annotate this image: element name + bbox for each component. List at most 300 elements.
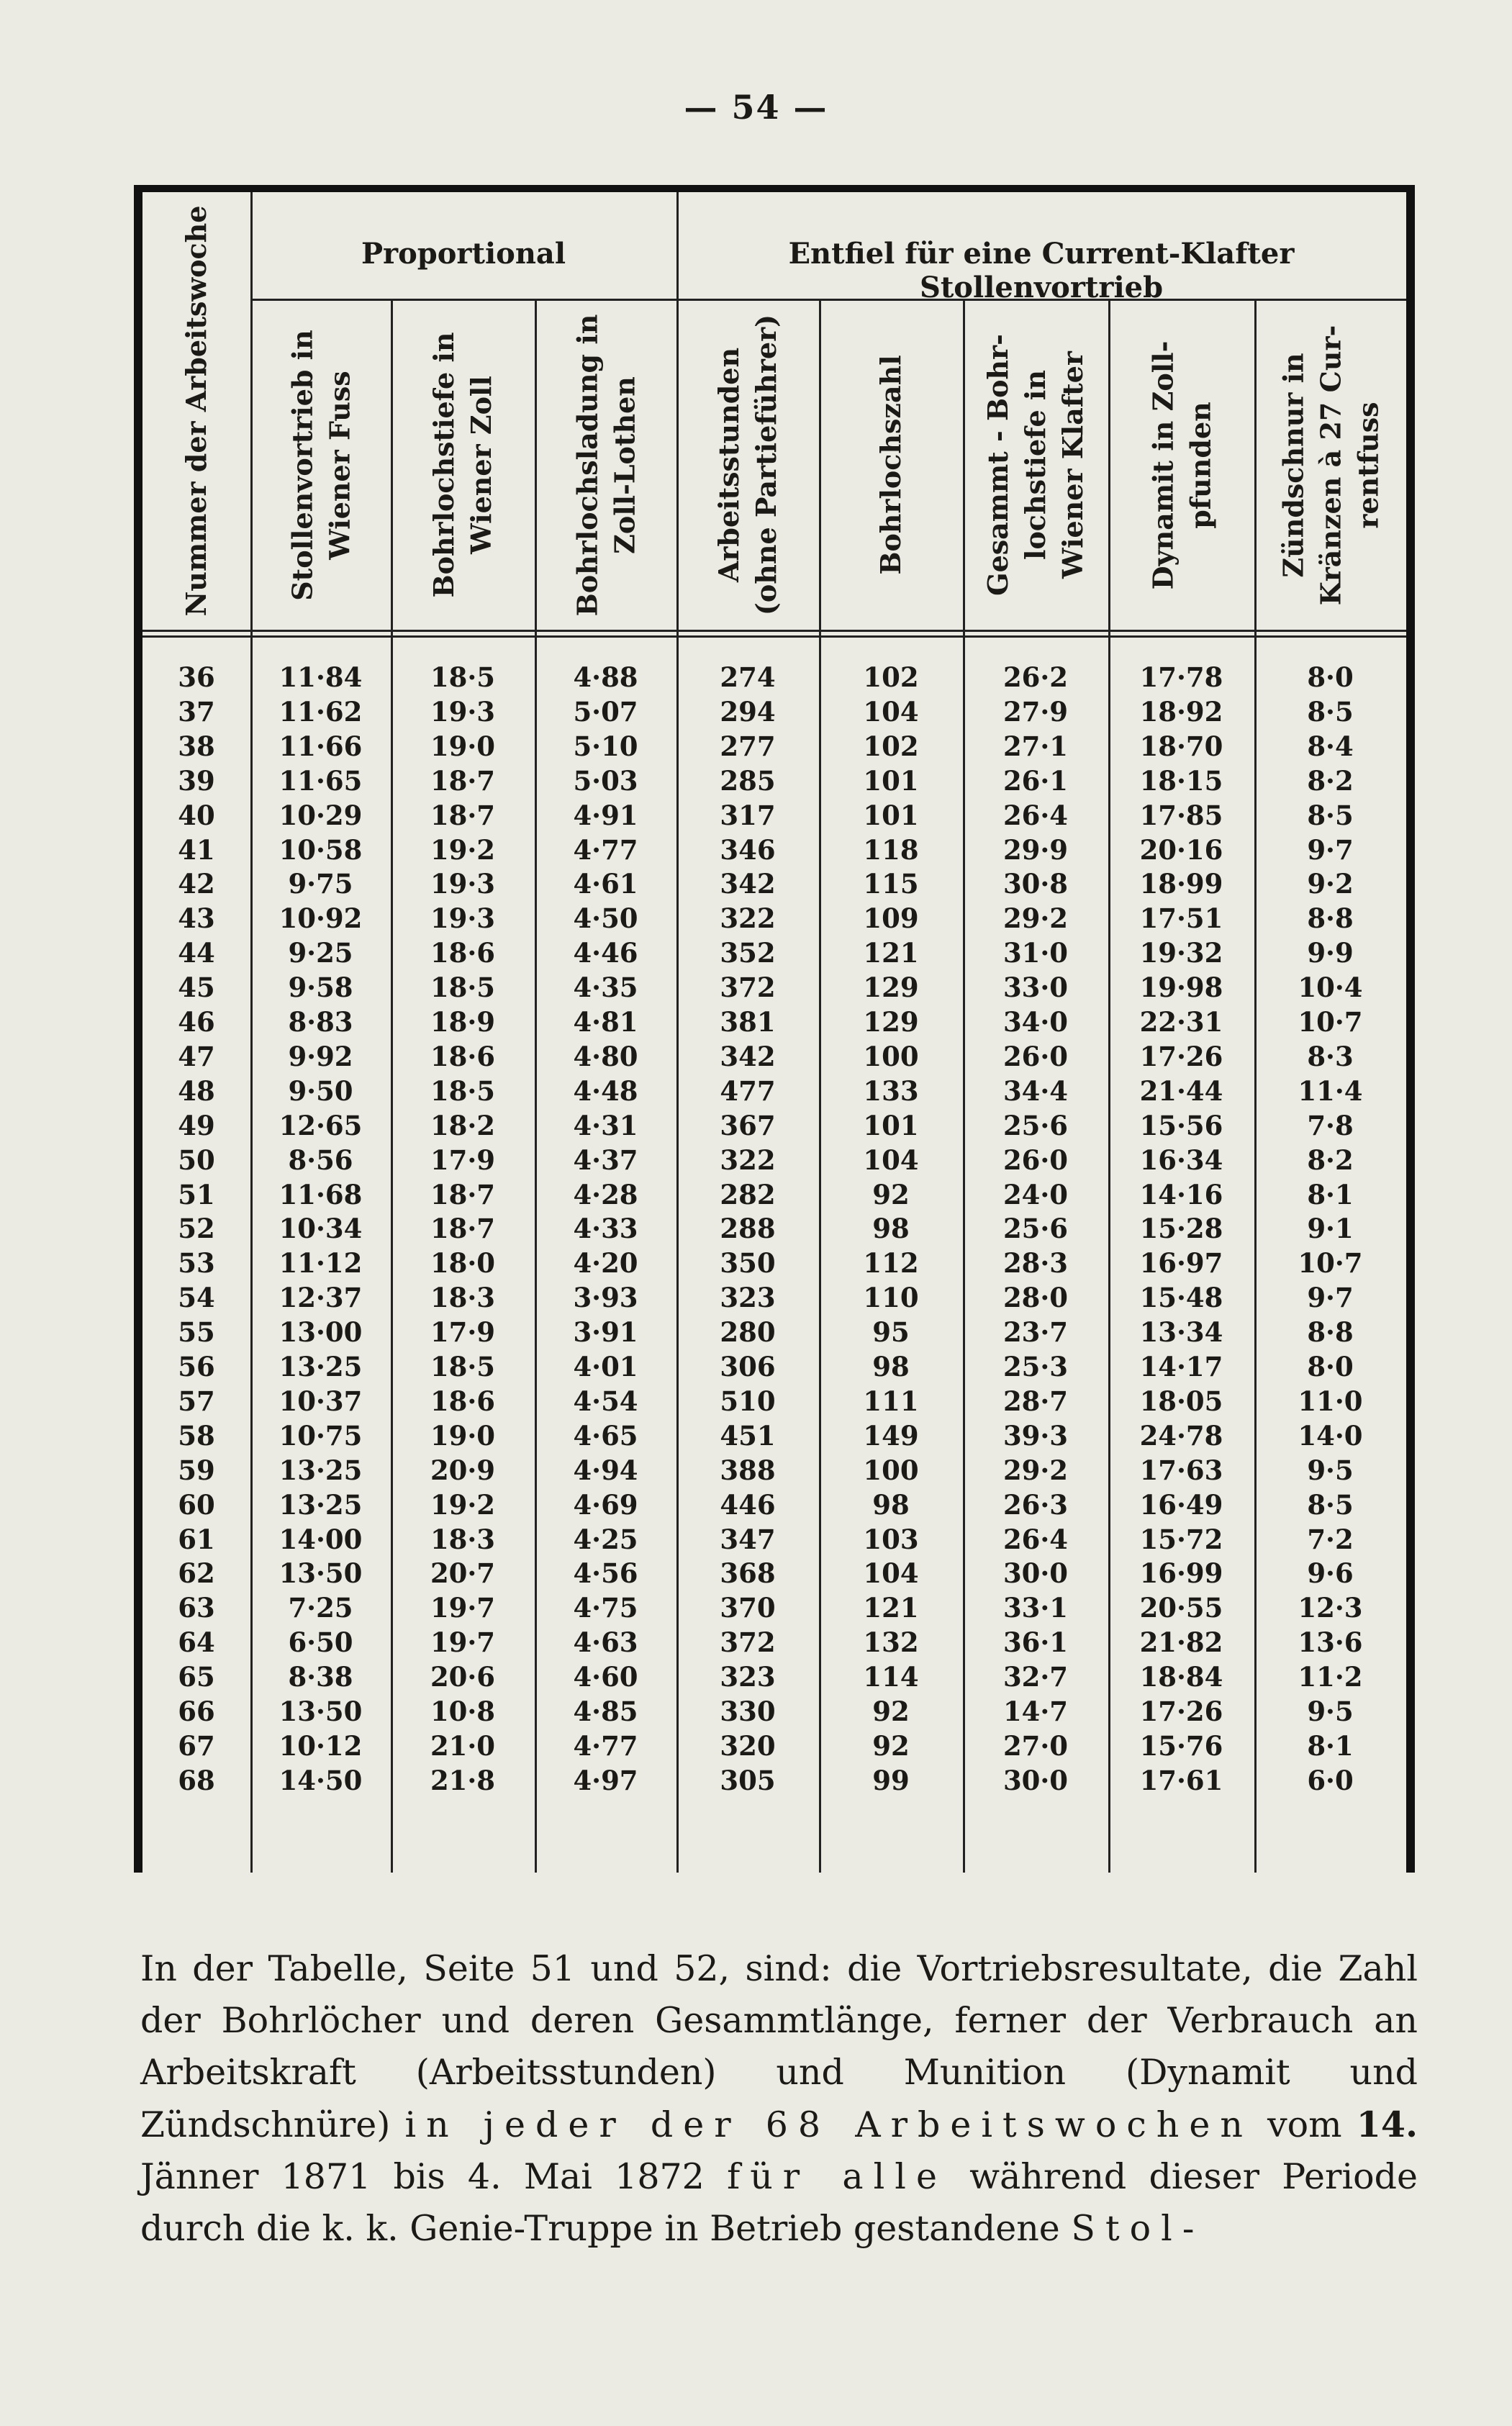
table-cell: 19·98 [1139,972,1223,1004]
column-header-line: Stollenvortrieb in [285,329,318,601]
week-number: 37 [178,695,215,728]
week-number: 56 [178,1351,215,1382]
week-number: 62 [178,1557,215,1590]
week-number: 58 [178,1419,215,1452]
column-header-line: Wiener Klafter [1056,351,1089,579]
week-number: 48 [178,1074,215,1107]
table-cell: 370 [720,1592,776,1624]
table-cell: 372 [720,1626,776,1659]
table-cell: 27·9 [1002,695,1069,728]
table-cell: 18·0 [430,1247,496,1280]
week-number: 42 [178,868,215,900]
table-cell: 100 [863,1040,919,1072]
table-cell: 121 [863,1592,919,1624]
table-cell: 101 [863,1109,919,1141]
table-cell: 30·0 [1002,1764,1069,1796]
table-cell: 33·1 [1002,1592,1069,1624]
table-cell: 4·31 [573,1109,638,1141]
table-cell: 9·92 [288,1040,353,1072]
table-cell: 111 [863,1385,919,1417]
table-cell: 11·84 [279,661,363,693]
table-cell: 19·32 [1139,937,1223,969]
table-cell: 19·2 [430,833,496,866]
table-cell: 4·61 [573,868,638,900]
table-cell: 19·3 [430,902,496,935]
column-header-line: Bohrlochszahl [874,355,907,575]
week-number: 39 [178,764,215,797]
table-cell: 33·0 [1002,972,1069,1004]
paragraph-text: vom [1252,2104,1357,2145]
table-cell: 4·60 [573,1661,638,1693]
table-cell: 277 [720,730,776,762]
table-cell: 18·92 [1139,695,1223,728]
table-cell: 10·92 [279,902,363,935]
table-cell: 95 [872,1316,910,1349]
table-cell: 24·78 [1139,1419,1223,1452]
paragraph-emphasis: Stol- [1071,2208,1205,2249]
table-cell: 18·6 [430,1385,496,1417]
page-number: — 54 — [684,88,828,127]
table-cell: 19·0 [430,730,496,762]
table-cell: 92 [872,1729,910,1762]
table-cell: 9·1 [1307,1213,1354,1245]
table-cell: 5·03 [573,764,638,797]
table-cell: 102 [863,730,919,762]
table-cell: 4·20 [573,1247,638,1280]
table-cell: 15·76 [1139,1729,1223,1762]
table-cell: 23·7 [1002,1316,1069,1349]
table-cell: 323 [720,1661,776,1693]
table-cell: 20·16 [1139,833,1223,866]
table-cell: 17·85 [1139,799,1223,831]
data-table [134,185,1415,1873]
table-cell: 13·6 [1298,1626,1363,1659]
table-cell: 4·28 [573,1178,638,1210]
table-cell: 18·6 [430,1040,496,1072]
table-cell: 109 [863,902,919,935]
table-cell: 4·25 [573,1523,638,1555]
table-cell: 8·56 [288,1144,353,1176]
table-cell: 9·25 [288,937,353,969]
table-cell: 20·9 [430,1454,496,1486]
table-cell: 27·0 [1002,1729,1069,1762]
header-divider [142,630,1406,632]
table-cell: 8·0 [1307,661,1354,693]
paragraph-text: Jänner 1871 bis 4. Mai 1872 [140,2156,728,2197]
week-number: 49 [178,1109,215,1141]
week-number: 61 [178,1523,215,1555]
table-cell: 29·2 [1002,1454,1069,1486]
table-cell: 18·5 [430,1351,496,1382]
table-cell: 4·81 [573,1006,638,1038]
table-cell: 26·4 [1002,1523,1069,1555]
table-cell: 28·7 [1002,1385,1069,1417]
table-cell: 8·83 [288,1006,353,1038]
table-cell: 306 [720,1351,776,1382]
week-number: 57 [178,1385,215,1417]
table-cell: 8·8 [1307,902,1354,935]
week-number: 52 [178,1213,215,1245]
table-cell: 18·5 [430,661,496,693]
table-cell: 28·0 [1002,1282,1069,1314]
table-cell: 28·3 [1002,1247,1069,1280]
table-cell: 34·0 [1002,1006,1069,1038]
table-cell: 18·70 [1139,730,1223,762]
table-cell: 118 [863,833,919,866]
table-cell: 280 [720,1316,776,1349]
table-cell: 98 [872,1488,910,1521]
table-cell: 6·0 [1307,1764,1354,1796]
table-cell: 446 [720,1488,776,1521]
week-number: 50 [178,1144,215,1176]
column-header-line: Bohrlochstiefe in [427,332,460,598]
table-cell: 330 [720,1696,776,1727]
table-cell: 19·7 [430,1626,496,1659]
table-cell: 18·7 [430,1213,496,1245]
table-cell: 18·6 [430,937,496,969]
table-cell: 9·5 [1307,1454,1354,1486]
table-cell: 19·3 [430,695,496,728]
table-cell: 25·6 [1002,1109,1069,1141]
table-cell: 9·6 [1307,1557,1354,1590]
table-cell: 129 [863,1006,919,1038]
table-cell: 4·75 [573,1592,638,1624]
table-cell: 4·35 [573,972,638,1004]
table-cell: 110 [863,1282,919,1314]
table-cell: 25·6 [1002,1213,1069,1245]
week-number: 51 [178,1178,215,1210]
table-cell: 18·99 [1139,868,1223,900]
table-cell: 101 [863,799,919,831]
table-cell: 372 [720,972,776,1004]
table-cell: 36·1 [1002,1626,1069,1659]
column-header-line: rentfuss [1351,401,1384,529]
table-cell: 34·4 [1002,1074,1069,1107]
table-cell: 11·62 [279,695,363,728]
table-cell: 17·26 [1139,1040,1223,1072]
week-number: 67 [178,1729,215,1762]
table-cell: 6·50 [288,1626,353,1659]
table-cell: 100 [863,1454,919,1486]
table-cell: 9·58 [288,972,353,1004]
column-header-line: Bohrlochsladung in [570,314,603,616]
table-cell: 9·5 [1307,1696,1354,1727]
table-cell: 92 [872,1178,910,1210]
table-cell: 30·8 [1002,868,1069,900]
table-cell: 11·12 [279,1247,363,1280]
table-cell: 317 [720,799,776,831]
table-cell: 132 [863,1626,919,1659]
table-cell: 16·49 [1139,1488,1223,1521]
week-number: 64 [178,1626,215,1659]
table-cell: 27·1 [1002,730,1069,762]
table-cell: 10·7 [1298,1006,1363,1038]
table-cell: 26·4 [1002,799,1069,831]
table-cell: 104 [863,1557,919,1590]
table-cell: 4·56 [573,1557,638,1590]
table-cell: 18·3 [430,1282,496,1314]
table-cell: 12·37 [279,1282,363,1314]
table-cell: 114 [863,1661,919,1693]
table-cell: 30·0 [1002,1557,1069,1590]
column-header [391,307,535,623]
table-cell: 15·48 [1139,1282,1223,1314]
column-header-line: Zoll-Lothen [607,376,640,554]
group-header-entfiel: Entfiel für eine Current-Klafter Stollenvortrieb [788,237,1295,304]
table-cell: 323 [720,1282,776,1314]
table-cell: 18·7 [430,799,496,831]
table-cell: 16·97 [1139,1247,1223,1280]
table-cell: 103 [863,1523,919,1555]
table-cell: 4·54 [573,1385,638,1417]
table-cell: 8·0 [1307,1351,1354,1382]
table-cell: 4·77 [573,1729,638,1762]
table-cell: 11·65 [279,764,363,797]
table-cell: 149 [863,1419,919,1452]
column-header-week [142,199,250,623]
table-cell: 17·51 [1139,902,1223,935]
table-cell: 8·38 [288,1661,353,1693]
table-cell: 14·16 [1139,1178,1223,1210]
column-header-line: Wiener Fuss [322,370,356,560]
table-cell: 18·5 [430,1074,496,1107]
column-header-line: Kränzen à 27 Cur- [1313,325,1346,605]
table-cell: 7·25 [288,1592,353,1624]
paragraph-date: 14. [1356,2104,1418,2145]
table-cell: 7·2 [1307,1523,1354,1555]
table-cell: 367 [720,1109,776,1141]
table-cell: 121 [863,937,919,969]
table-cell: 342 [720,868,776,900]
table-cell: 8·5 [1307,1488,1354,1521]
column-header-line: Nummer der Arbeitswoche [180,205,212,617]
paragraph-emphasis: für alle [727,2156,947,2197]
week-number: 40 [178,799,215,831]
table-cell: 31·0 [1002,937,1069,969]
table-cell: 17·9 [430,1316,496,1349]
table-cell: 10·37 [279,1385,363,1417]
table-cell: 10·8 [430,1696,496,1727]
table-cell: 4·85 [573,1696,638,1727]
table-cell: 10·58 [279,833,363,866]
table-cell: 4·69 [573,1488,638,1521]
week-number: 36 [178,661,215,693]
table-cell: 9·9 [1307,937,1354,969]
table-cell: 12·3 [1298,1592,1363,1624]
body-paragraph [140,1943,1418,2255]
table-cell: 29·9 [1002,833,1069,866]
column-header [819,307,963,623]
week-number: 46 [178,1006,215,1038]
table-cell: 350 [720,1247,776,1280]
table-cell: 15·56 [1139,1109,1223,1141]
table-cell: 133 [863,1074,919,1107]
table-cell: 5·10 [573,730,638,762]
table-cell: 17·9 [430,1144,496,1176]
table-cell: 25·3 [1002,1351,1069,1382]
table-cell: 20·6 [430,1661,496,1693]
table-cell: 21·8 [430,1764,496,1796]
table-cell: 16·99 [1139,1557,1223,1590]
table-cell: 282 [720,1178,776,1210]
table-cell: 10·4 [1298,972,1363,1004]
table-cell: 9·50 [288,1074,353,1107]
column-header [676,307,819,623]
paragraph-emphasis: in jeder der 68 Arbeitswochen [404,2104,1253,2145]
table-cell: 17·78 [1139,661,1223,693]
column-header [1108,307,1254,623]
table-cell: 4·88 [573,661,638,693]
table-cell: 288 [720,1213,776,1245]
table-cell: 18·9 [430,1006,496,1038]
table-cell: 3·91 [573,1316,638,1349]
table-cell: 20·7 [430,1557,496,1590]
table-cell: 18·7 [430,1178,496,1210]
table-cell: 9·75 [288,868,353,900]
table-cell: 368 [720,1557,776,1590]
table-cell: 13·25 [279,1454,363,1486]
table-cell: 16·34 [1139,1144,1223,1176]
table-cell: 26·0 [1002,1040,1069,1072]
column-header-line: Gesammt - Bohr- [982,334,1014,596]
week-number: 68 [178,1764,215,1796]
table-cell: 13·50 [279,1557,363,1590]
table-cell: 98 [872,1351,910,1382]
week-number: 44 [178,937,215,969]
table-cell: 11·0 [1298,1385,1363,1417]
week-number: 47 [178,1040,215,1072]
week-number: 54 [178,1282,215,1314]
table-cell: 11·4 [1298,1074,1363,1107]
table-cell: 274 [720,661,776,693]
table-cell: 13·50 [279,1696,363,1727]
table-cell: 102 [863,661,919,693]
table-cell: 21·82 [1139,1626,1223,1659]
table-cell: 29·2 [1002,902,1069,935]
table-cell: 8·1 [1307,1178,1354,1210]
table-cell: 322 [720,1144,776,1176]
table-cell: 21·44 [1139,1074,1223,1107]
column-header [963,307,1108,623]
table-cell: 14·7 [1002,1696,1069,1727]
table-cell: 17·26 [1139,1696,1223,1727]
table-cell: 13·25 [279,1351,363,1382]
table-cell: 19·0 [430,1419,496,1452]
table-cell: 388 [720,1454,776,1486]
table-cell: 26·1 [1002,764,1069,797]
table-cell: 26·0 [1002,1144,1069,1176]
column-header-line: Dynamit in Zoll- [1146,340,1179,589]
table-cell: 510 [720,1385,776,1417]
table-cell: 92 [872,1696,910,1727]
paragraph-text: In der Tabelle, Seite 51 und 52, sind: die Vortriebsresultate, die Zahl der Bohrlöcher und deren Gesammtlänge, ferner der Verbrauch an Arbeitskraft (Arbeitsstunden) und Munition (Dynamit und Zündschnüre) [140,1948,1418,2145]
table-cell: 10·29 [279,799,363,831]
table-cell: 129 [863,972,919,1004]
table-cell: 381 [720,1006,776,1038]
table-cell: 13·34 [1139,1316,1223,1349]
column-header-line: Zündschnur in [1276,352,1309,578]
table-cell: 26·2 [1002,661,1069,693]
table-cell: 4·33 [573,1213,638,1245]
table-cell: 115 [863,868,919,900]
table-cell: 32·7 [1002,1661,1069,1693]
table-cell: 19·7 [430,1592,496,1624]
table-cell: 9·2 [1307,868,1354,900]
table-cell: 10·12 [279,1729,363,1762]
table-cell: 17·63 [1139,1454,1223,1486]
table-cell: 11·66 [279,730,363,762]
table-cell: 285 [720,764,776,797]
column-header [250,307,391,623]
table-cell: 8·2 [1307,1144,1354,1176]
table-cell: 8·1 [1307,1729,1354,1762]
week-number: 59 [178,1454,215,1486]
table-cell: 10·34 [279,1213,363,1245]
table-cell: 4·37 [573,1144,638,1176]
table-cell: 18·84 [1139,1661,1223,1693]
table-cell: 104 [863,695,919,728]
table-cell: 305 [720,1764,776,1796]
table-cell: 8·2 [1307,764,1354,797]
table-cell: 21·0 [430,1729,496,1762]
table-cell: 20·55 [1139,1592,1223,1624]
table-cell: 322 [720,902,776,935]
table-cell: 8·4 [1307,730,1354,762]
paragraph-text: während dieser Periode durch die k. k. Genie-Truppe in Betrieb gestandene [140,2156,1418,2249]
table-cell: 26·3 [1002,1488,1069,1521]
table-cell: 346 [720,833,776,866]
week-number: 63 [178,1592,215,1624]
table-cell: 347 [720,1523,776,1555]
table-cell: 39·3 [1002,1419,1069,1452]
table-cell: 7·8 [1307,1109,1354,1141]
table-cell: 17·61 [1139,1764,1223,1796]
table-cell: 13·25 [279,1488,363,1521]
column-header-line: pfunden [1183,401,1216,529]
table-cell: 14·00 [279,1523,363,1555]
table-cell: 451 [720,1419,776,1452]
week-number: 53 [178,1247,215,1280]
table-cell: 14·0 [1298,1419,1363,1452]
table-cell: 10·75 [279,1419,363,1452]
table-cell: 19·3 [430,868,496,900]
table-cell: 11·68 [279,1178,363,1210]
table-cell: 14·50 [279,1764,363,1796]
column-header-line: Arbeitsstunden [712,347,745,583]
table-cell: 19·2 [430,1488,496,1521]
table-cell: 3·93 [573,1282,638,1314]
table-cell: 15·72 [1139,1523,1223,1555]
table-cell: 4·80 [573,1040,638,1072]
week-number: 65 [178,1661,215,1693]
table-cell: 294 [720,695,776,728]
table-cell: 99 [872,1764,910,1796]
table-cell: 8·5 [1307,799,1354,831]
group-header-proportional: Proportional [361,237,566,271]
table-cell: 4·65 [573,1419,638,1452]
column-header [535,307,676,623]
table-cell: 4·94 [573,1454,638,1486]
table-cell: 15·28 [1139,1213,1223,1245]
table-cell: 98 [872,1213,910,1245]
table-cell: 18·05 [1139,1385,1223,1417]
table-cell: 4·91 [573,799,638,831]
table-cell: 24·0 [1002,1178,1069,1210]
table-cell: 352 [720,937,776,969]
table-cell: 12·65 [279,1109,363,1141]
table-cell: 18·5 [430,972,496,1004]
table-cell: 18·15 [1139,764,1223,797]
